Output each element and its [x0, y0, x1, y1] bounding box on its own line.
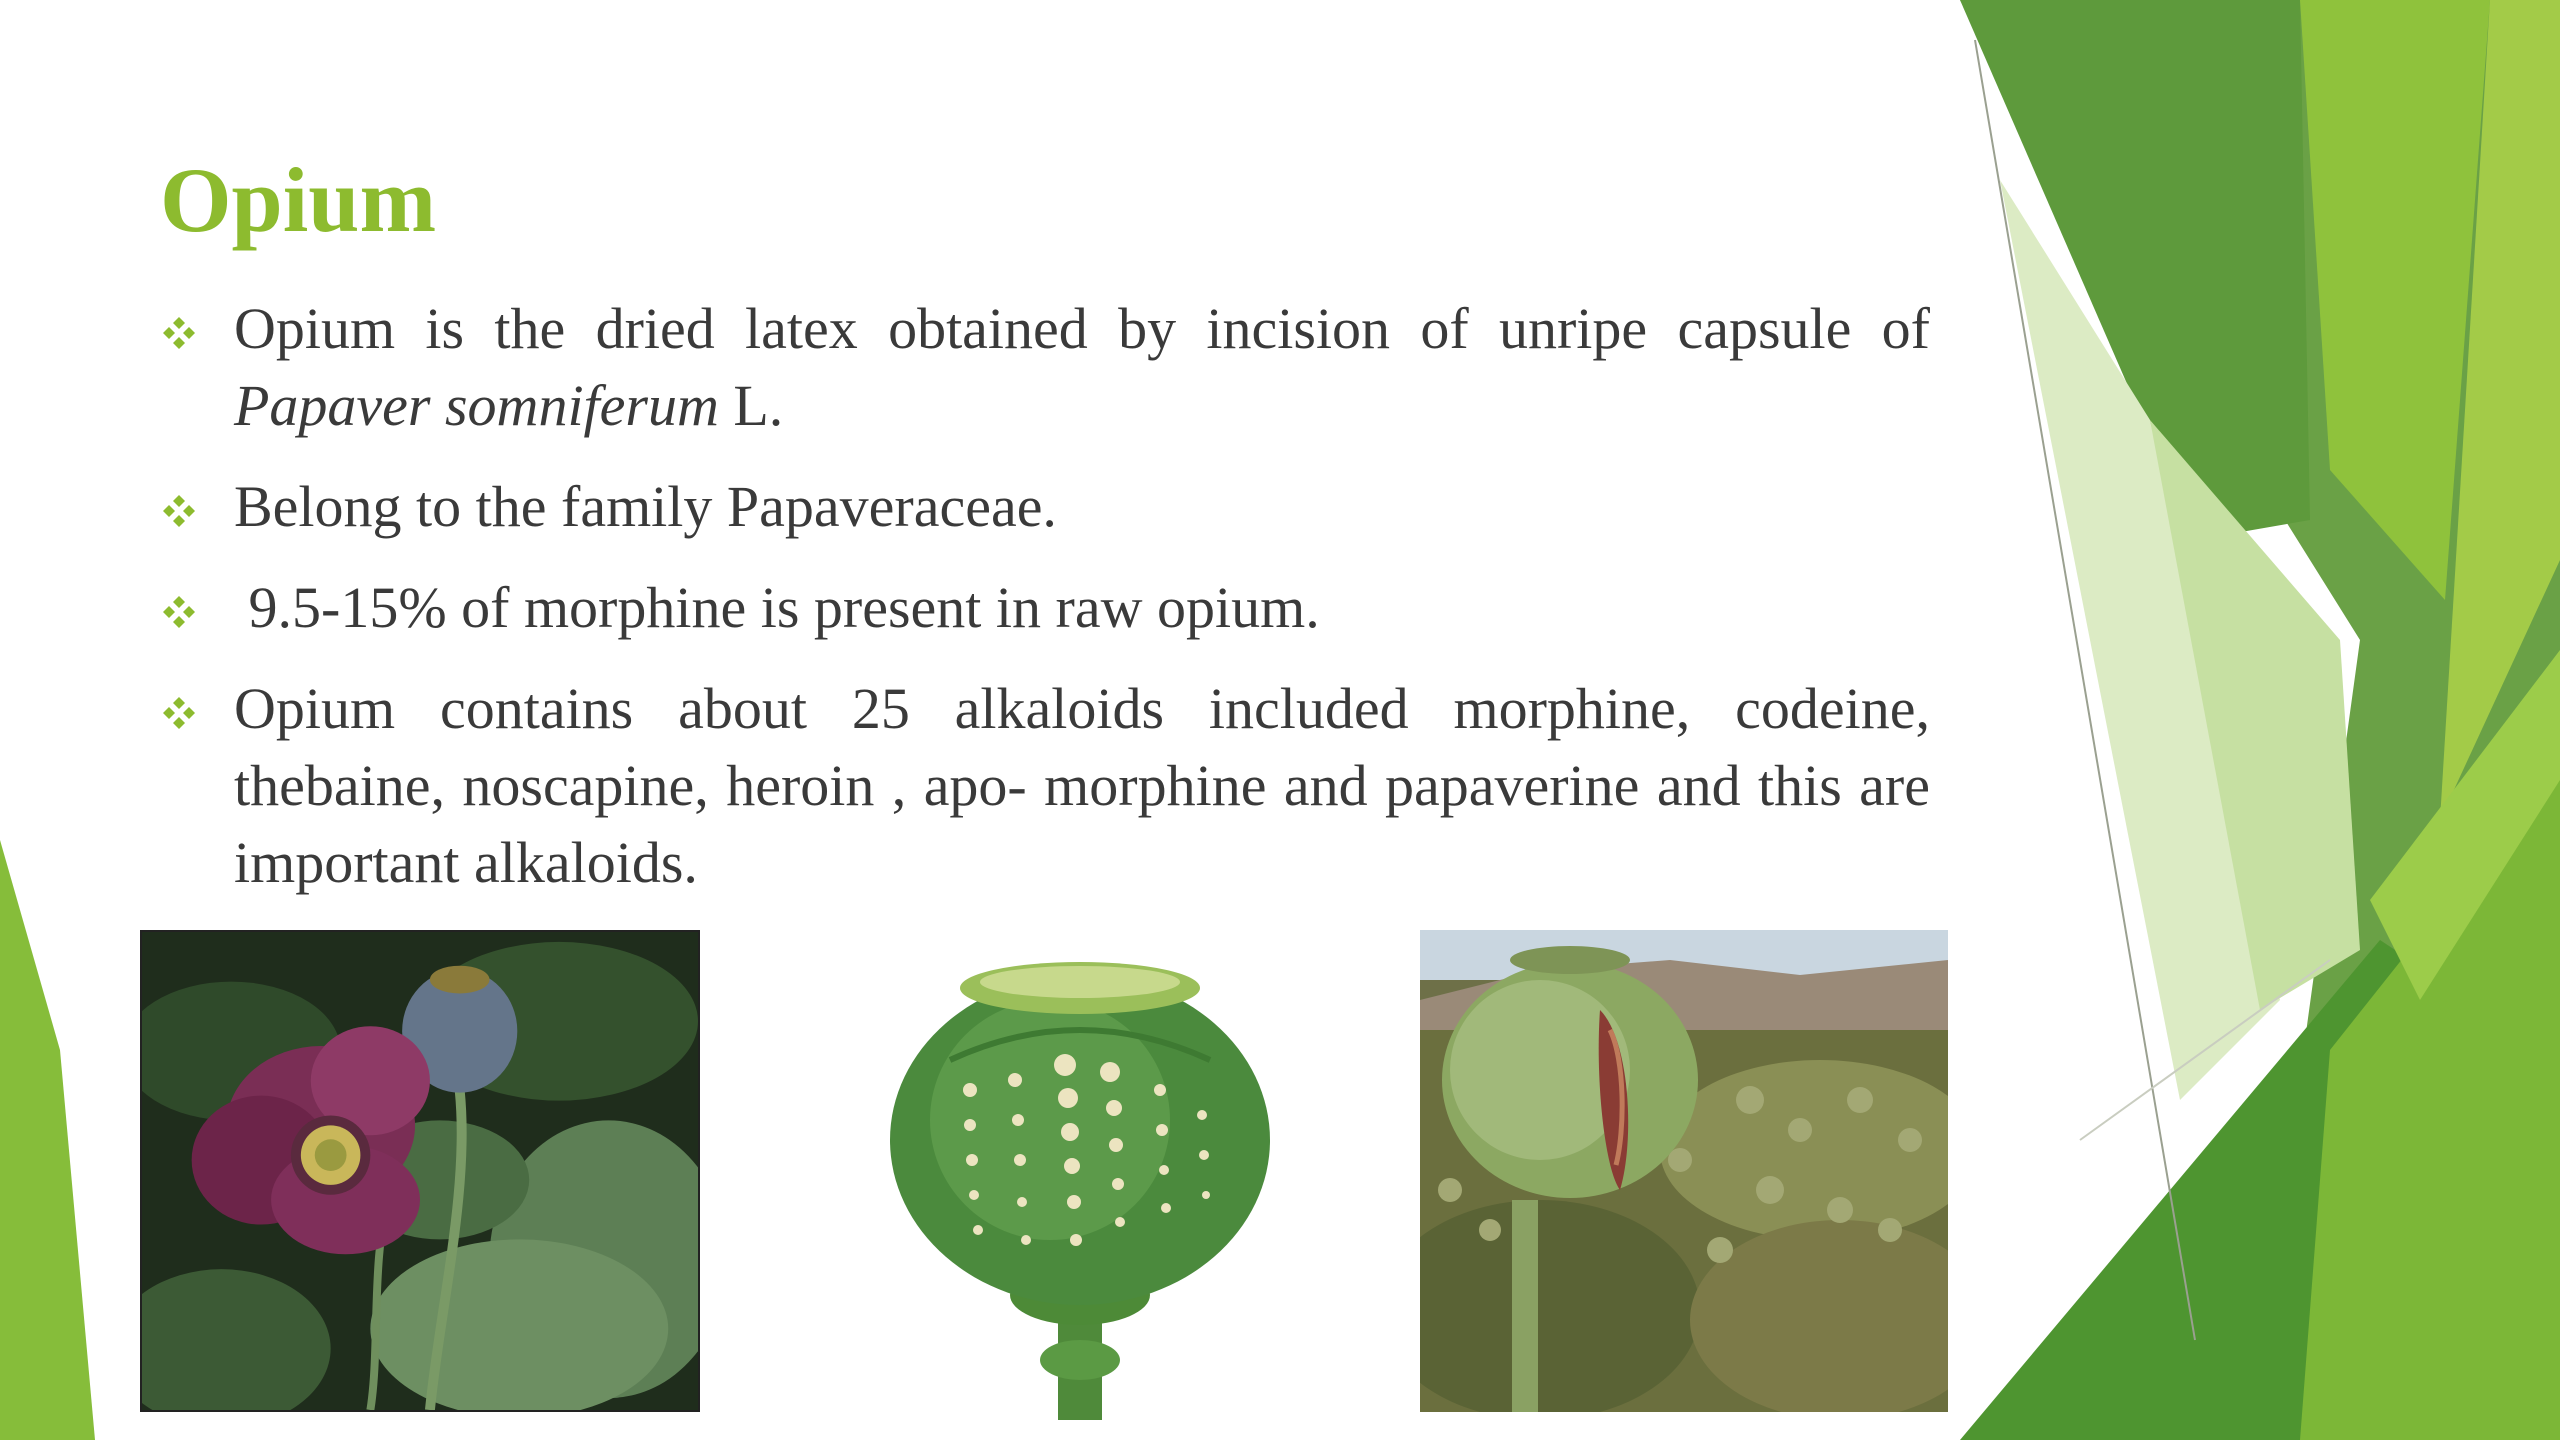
- poppy-field-photo: [1420, 930, 1948, 1412]
- poppy-capsule-latex-photo: [880, 940, 1280, 1420]
- poppy-flower-photo: [140, 930, 700, 1412]
- bullet-text: 9.5-15% of morphine is present in raw opium.: [234, 575, 1320, 640]
- bullet-item: [160, 468, 1930, 545]
- four-petal-diamond-icon: [162, 494, 196, 528]
- four-petal-diamond-icon: [162, 595, 196, 629]
- bullet-text: Belong to the family Papaveraceae.: [234, 474, 1057, 539]
- four-petal-diamond-icon: [162, 316, 196, 350]
- bullet-text: Opium contains about 25 alkaloids included morphine, codeine, thebaine, noscapine, heroin , apo- morphine and papaverine and this are important alkaloids.: [234, 676, 1930, 895]
- species-name: Papaver somniferum: [234, 373, 719, 438]
- bullet-item: [160, 290, 1930, 444]
- bullet-text: L.: [718, 373, 784, 438]
- bullet-text: Opium is the dried latex obtained by incision of unripe capsule of: [234, 296, 1930, 361]
- bullet-item: [160, 670, 1930, 901]
- slide-title: Opium: [160, 149, 437, 251]
- bullet-list: [160, 290, 1930, 925]
- four-petal-diamond-icon: [162, 696, 196, 730]
- bullet-item: [160, 569, 1930, 646]
